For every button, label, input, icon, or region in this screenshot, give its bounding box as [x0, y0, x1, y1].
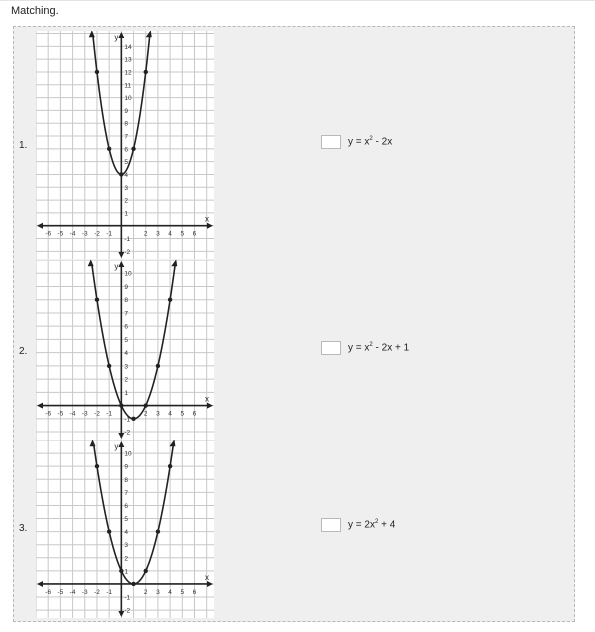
x-tick-label: -5 [57, 588, 64, 596]
y-tick-label: 7 [124, 489, 128, 497]
y-tick-label: 2 [124, 376, 128, 384]
x-tick-label: -5 [57, 410, 64, 418]
x-tick-label: -2 [94, 230, 100, 238]
y-axis-label: y [114, 33, 119, 42]
data-point [95, 298, 99, 302]
x-axis-arrow-left [37, 403, 43, 409]
x-axis-label: x [205, 572, 209, 582]
x-tick-label: -2 [94, 588, 100, 596]
y-tick-label: 9 [124, 283, 128, 291]
y-axis-arrow-up [118, 32, 124, 38]
equation-2: $y = x^2 - 2x + 1$ [348, 342, 410, 354]
x-tick-label: 4 [168, 230, 172, 238]
answer-input-3[interactable] [321, 518, 341, 532]
x-tick-label: 2 [143, 410, 148, 418]
y-tick-label: 6 [124, 323, 128, 331]
y-tick-label: 1 [124, 389, 128, 397]
row-number-1: 1. [19, 140, 28, 151]
x-tick-label: 3 [156, 588, 160, 596]
y-tick-label: -2 [124, 429, 131, 437]
curve-arrow [90, 440, 96, 446]
x-axis-label: x [205, 394, 209, 404]
y-tick-label: 5 [124, 159, 128, 167]
y-tick-label: 10 [124, 270, 132, 278]
answer-row-1[interactable] [321, 135, 392, 149]
x-tick-label: -1 [106, 410, 113, 418]
data-point [168, 464, 172, 468]
data-point [144, 569, 148, 573]
y-tick-label: -1 [124, 416, 131, 424]
data-point [107, 364, 111, 368]
x-tick-label: 2 [143, 588, 148, 596]
y-axis-arrow-up [118, 441, 124, 447]
equation-3: $y = 2x^2 + 4$ [348, 519, 396, 531]
y-tick-label: 7 [124, 133, 128, 141]
x-tick-label: 6 [192, 588, 197, 596]
y-tick-label: 9 [124, 463, 128, 471]
curve-arrow [171, 260, 177, 266]
y-tick-label: -2 [124, 607, 131, 615]
y-tick-label: 8 [124, 120, 128, 128]
equation-1: $y = x^2 - 2x$ [348, 136, 393, 148]
x-tick-label: 3 [156, 230, 160, 238]
y-tick-label: 3 [124, 363, 128, 371]
data-point [156, 364, 160, 368]
y-tick-label: 10 [124, 95, 132, 103]
row-number-3: 3. [19, 523, 28, 534]
x-tick-label: -6 [45, 588, 52, 596]
graph-2-svg [36, 260, 214, 440]
data-point [131, 417, 135, 421]
y-tick-label: 5 [124, 336, 128, 344]
answer-row-2[interactable] [321, 341, 409, 355]
y-tick-label: 4 [124, 171, 128, 179]
x-tick-label: -3 [81, 230, 88, 238]
y-tick-label: 10 [124, 450, 132, 458]
y-tick-label: 8 [124, 476, 128, 484]
x-tick-label: 3 [156, 410, 160, 418]
x-tick-label: 2 [143, 230, 148, 238]
y-tick-label: 2 [124, 197, 128, 205]
x-tick-label: 5 [180, 588, 185, 596]
data-point [119, 569, 123, 573]
x-tick-label: 5 [180, 410, 185, 418]
y-tick-label: 3 [124, 184, 128, 192]
answer-input-1[interactable] [321, 135, 341, 149]
y-tick-label: 13 [124, 56, 132, 64]
data-point [168, 298, 172, 302]
data-point [95, 70, 99, 74]
data-point [119, 172, 123, 176]
x-tick-label: -3 [81, 410, 88, 418]
y-tick-label: 3 [124, 542, 128, 550]
y-tick-label: 4 [124, 350, 128, 358]
x-axis-label: x [205, 214, 209, 224]
data-point [131, 147, 135, 151]
x-tick-label: 4 [168, 588, 172, 596]
y-tick-label: 8 [124, 297, 128, 305]
x-tick-label: -4 [69, 588, 76, 596]
data-point [144, 70, 148, 74]
question-prompt: Matching. [11, 5, 59, 17]
y-tick-label: -2 [124, 248, 131, 256]
y-tick-label: -1 [124, 236, 131, 244]
y-tick-label: 6 [124, 502, 128, 510]
curve-arrow [146, 31, 152, 37]
y-axis-arrow-up [118, 261, 124, 267]
data-point [107, 529, 111, 533]
data-point [107, 147, 111, 151]
data-point [144, 403, 148, 407]
data-point [156, 529, 160, 533]
row-number-2: 2. [19, 346, 28, 357]
graph-1 [36, 31, 214, 259]
curve-arrow [88, 260, 94, 266]
x-tick-label: -3 [81, 588, 88, 596]
x-tick-label: 6 [192, 230, 197, 238]
graph-3-svg [36, 440, 214, 618]
data-point [119, 403, 123, 407]
y-tick-label: -1 [124, 594, 131, 602]
y-tick-label: 14 [124, 43, 132, 51]
x-tick-label: -2 [94, 410, 100, 418]
x-tick-label: -4 [69, 410, 76, 418]
y-tick-label: 12 [124, 69, 132, 77]
answer-row-3[interactable] [321, 518, 395, 532]
y-tick-label: 1 [124, 210, 128, 218]
y-tick-label: 5 [124, 516, 128, 524]
x-tick-label: -1 [106, 588, 113, 596]
y-tick-label: 7 [124, 310, 128, 318]
y-tick-label: 2 [124, 555, 128, 563]
data-point [131, 582, 135, 586]
curve-arrow [89, 31, 95, 37]
x-axis-arrow-left [37, 223, 43, 229]
top-divider [0, 0, 595, 1]
x-tick-label: 4 [168, 410, 172, 418]
graph-1-svg [36, 31, 214, 259]
x-tick-label: -6 [45, 230, 52, 238]
y-tick-label: 11 [124, 82, 132, 90]
graph-2 [36, 260, 214, 440]
y-tick-label: 6 [124, 146, 128, 154]
x-tick-label: 6 [192, 410, 197, 418]
answer-input-2[interactable] [321, 341, 341, 355]
y-tick-label: 1 [124, 568, 128, 576]
y-axis-label: y [114, 262, 119, 271]
y-tick-label: 4 [124, 529, 128, 537]
x-tick-label: -6 [45, 410, 52, 418]
x-tick-label: -1 [106, 230, 113, 238]
y-tick-label: 9 [124, 107, 128, 115]
data-point [95, 464, 99, 468]
x-tick-label: -5 [57, 230, 64, 238]
x-axis-arrow-left [37, 581, 43, 587]
x-tick-label: 5 [180, 230, 185, 238]
y-axis-label: y [114, 442, 119, 451]
x-tick-label: -4 [69, 230, 76, 238]
graph-3 [36, 440, 214, 618]
